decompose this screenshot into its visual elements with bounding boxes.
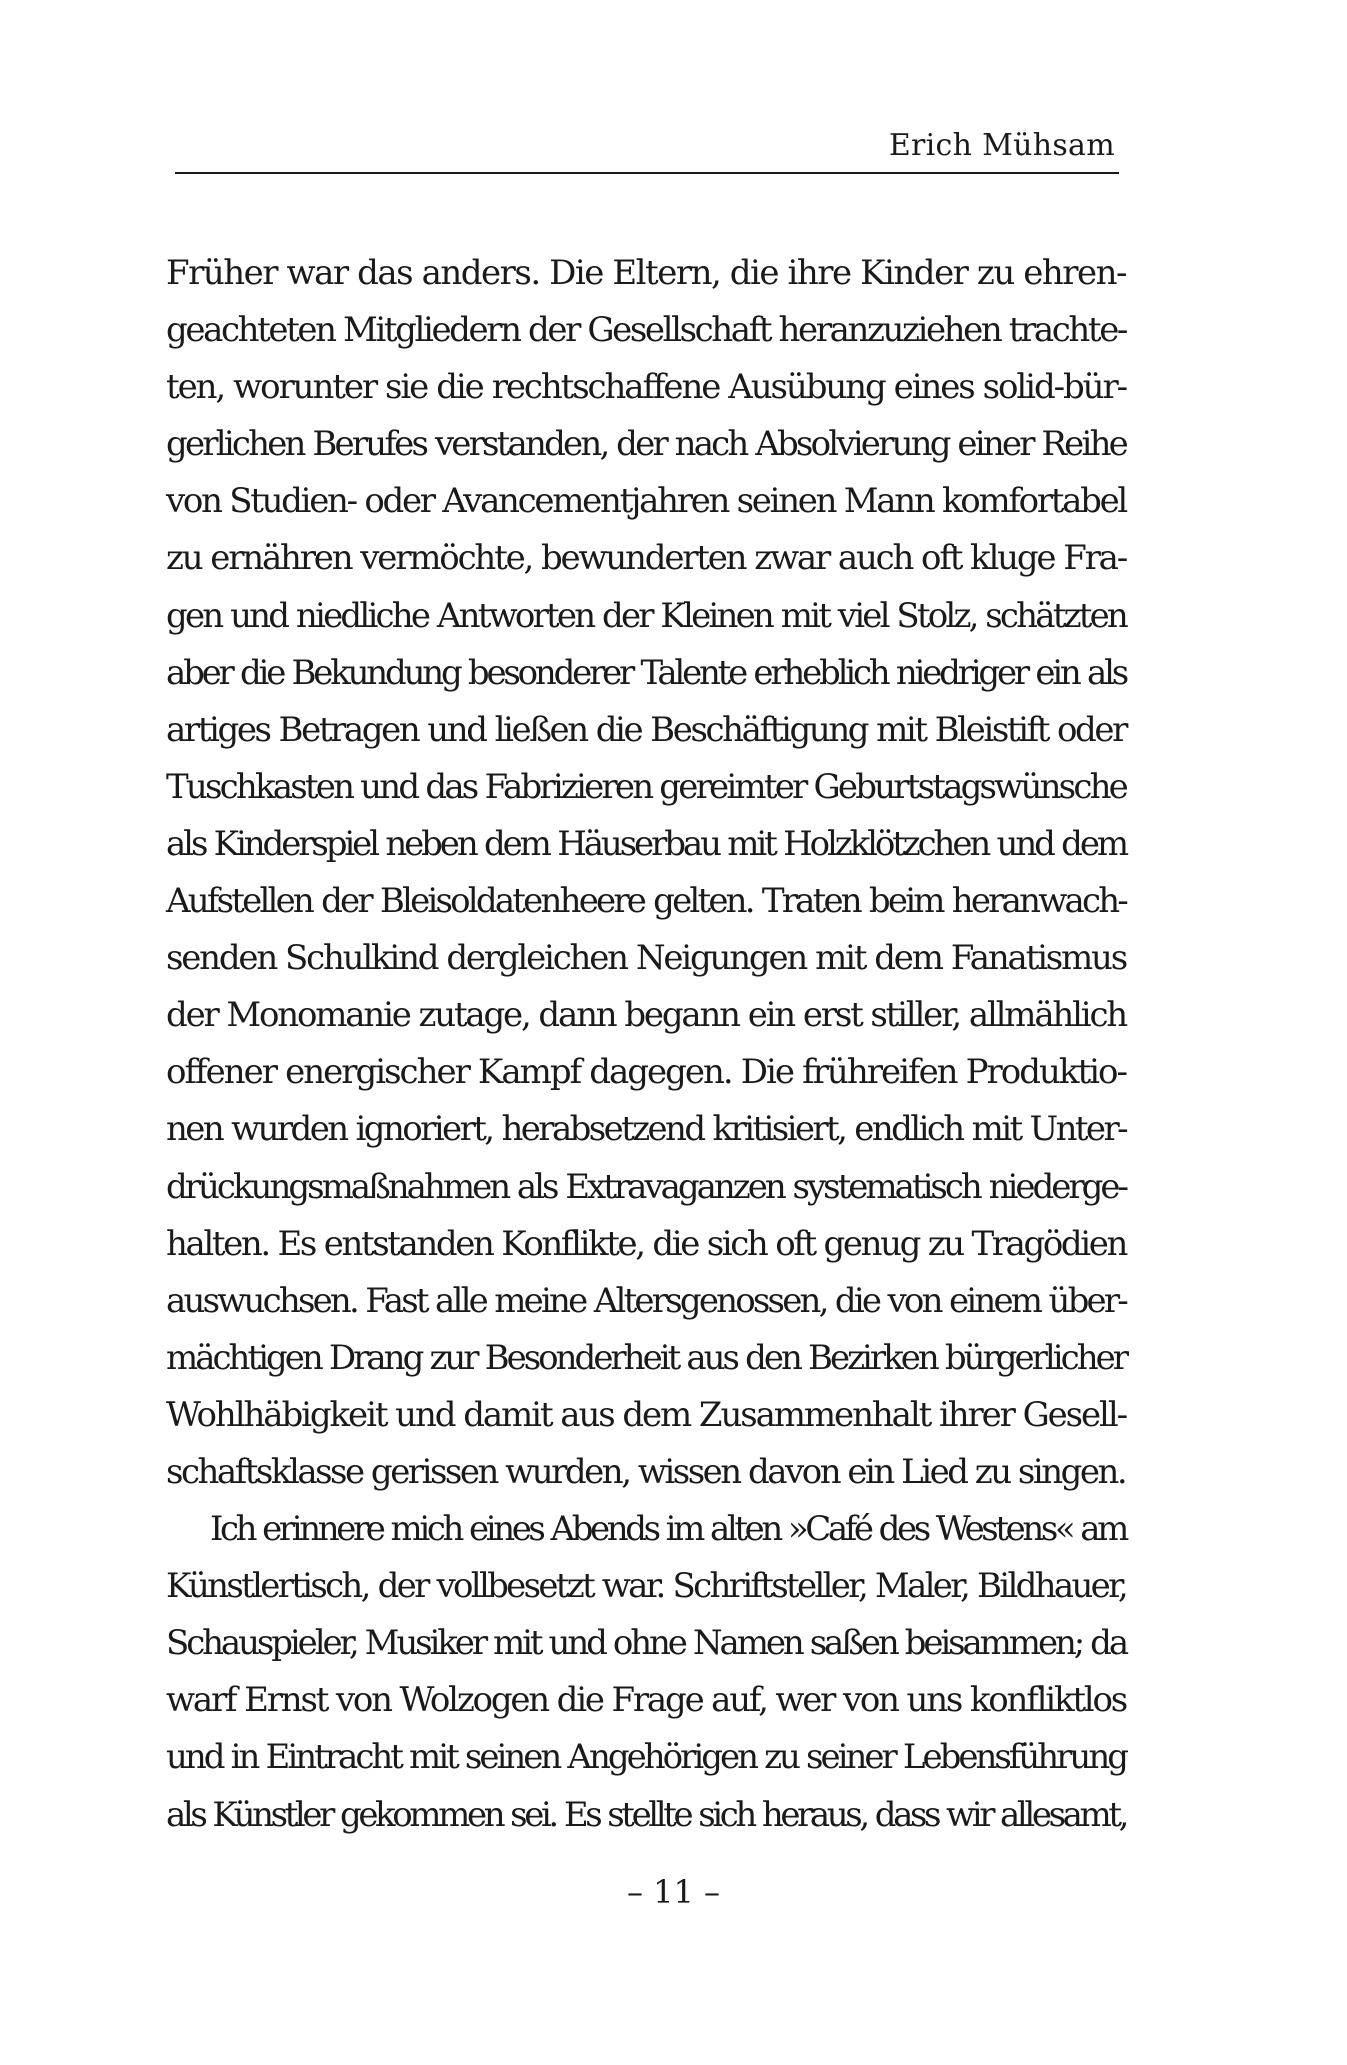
header-rule [175, 172, 1119, 174]
text-line: offener energischer Kampf dagegen. Die frühreifen Produktio- [166, 1052, 1126, 1093]
text-line: der Monomanie zutage, dann begann ein erst stiller, allmählich [166, 995, 1126, 1036]
text-line: und in Eintracht mit seinen Angehörigen zu seiner Lebensführung [166, 1737, 1126, 1778]
text-line: senden Schulkind dergleichen Neigungen mit dem Fanatismus [166, 938, 1126, 979]
text-line: Künstlertisch, der vollbesetzt war. Schriftsteller, Maler, Bildhauer, [166, 1566, 1126, 1607]
text-line: nen wurden ignoriert, herabsetzend kritisiert, endlich mit Unter- [166, 1109, 1126, 1150]
text-line: von Studien- oder Avancementjahren seinen Mann komfortabel [166, 481, 1126, 522]
text-line: mächtigen Drang zur Besonderheit aus den Bezirken bürgerlicher [166, 1337, 1126, 1378]
text-line: gerlichen Berufes verstanden, der nach Absolvierung einer Reihe [166, 424, 1126, 465]
text-line: gen und niedliche Antworten der Kleinen mit viel Stolz, schätzten [166, 595, 1126, 636]
text-line: Aufstellen der Bleisoldatenheere gelten. Traten beim heranwach- [166, 881, 1126, 922]
text-line: halten. Es entstanden Konflikte, die sich oft genug zu Tragödien [166, 1223, 1126, 1264]
text-line: Ich erinnere mich eines Abends im alten »Café des Westens« am [210, 1509, 1126, 1550]
text-line: Früher war das anders. Die Eltern, die ihre Kinder zu ehren- [166, 253, 1126, 293]
text-line: Tuschkasten und das Fabrizieren gereimter Geburtstagswünsche [166, 766, 1126, 807]
page-number: – 11 – [626, 1873, 721, 1911]
text-line: schaftsklasse gerissen wurden, wissen davon ein Lied zu singen. [166, 1451, 1126, 1492]
text-line: auswuchsen. Fast alle meine Altersgenossen, die von einem über- [166, 1280, 1126, 1321]
text-line: artiges Betragen und ließen die Beschäftigung mit Bleistift oder [166, 709, 1126, 750]
text-line: Schauspieler, Musiker mit und ohne Namen saßen beisammen; da [166, 1623, 1126, 1664]
text-line: zu ernähren vermöchte, bewunderten zwar auch oft kluge Fra- [166, 538, 1126, 579]
running-head-title: Erich Mühsam [888, 128, 1115, 163]
text-line: ten, worunter sie die rechtschaffene Ausübung eines solid-bür- [166, 367, 1126, 408]
text-line: aber die Bekundung besonderer Talente erheblich niedriger ein als [166, 652, 1126, 693]
text-line: als Kinderspiel neben dem Häuserbau mit Holzklötzchen und dem [166, 823, 1126, 864]
body-text [166, 245, 1126, 1844]
text-line: drückungsmaßnahmen als Extravaganzen systematisch niederge- [166, 1166, 1126, 1207]
text-line: geachteten Mitgliedern der Gesellschaft heranzuziehen trachte- [166, 310, 1126, 351]
text-line: warf Ernst von Wolzogen die Frage auf, wer von uns konfliktlos [166, 1680, 1126, 1721]
text-line: als Künstler gekommen sei. Es stellte sich heraus, dass wir allesamt, [166, 1794, 1126, 1835]
text-line: Wohlhäbigkeit und damit aus dem Zusammenhalt ihrer Gesell- [166, 1394, 1126, 1435]
